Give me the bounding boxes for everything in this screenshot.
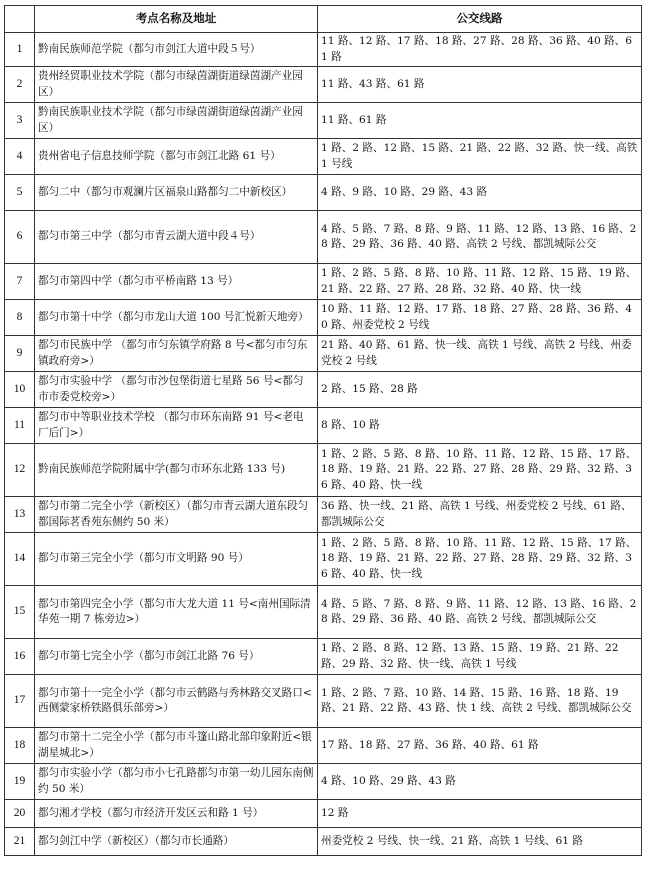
table-row [5, 497, 642, 533]
venue-name-address: 都匀市民族中学 （都匀市匀东镇学府路 8 号<都匀市匀东镇政府旁>） [35, 336, 318, 372]
bus-routes: 11 路、61 路 [318, 103, 642, 139]
table-header-row [5, 6, 642, 33]
bus-routes: 4 路、9 路、10 路、29 路、43 路 [318, 175, 642, 211]
table-row [5, 67, 642, 103]
row-number: 14 [5, 533, 35, 586]
table-row [5, 408, 642, 444]
venue-name-address: 都匀市第十二完全小学（都匀市斗篷山路北部印象附近<银湖星城北>） [35, 728, 318, 764]
table-row [5, 336, 642, 372]
venue-name-address: 黔南民族职业技术学院（都匀市绿茵湖街道绿茵湖产业园区） [35, 103, 318, 139]
row-number: 18 [5, 728, 35, 764]
row-number: 7 [5, 264, 35, 300]
row-number: 13 [5, 497, 35, 533]
bus-routes: 21 路、40 路、61 路、快一线、高铁 1 号线、高铁 2 号线、州委党校 2 号线 [318, 336, 642, 372]
table-row [5, 372, 642, 408]
bus-routes: 8 路、10 路 [318, 408, 642, 444]
bus-routes: 12 路 [318, 800, 642, 828]
column-header-index [5, 6, 35, 33]
bus-routes: 1 路、2 路、5 路、8 路、10 路、11 路、12 路、15 路、19 路、21 路、22 路、27 路、28 路、32 路、40 路、快一线 [318, 264, 642, 300]
bus-routes: 4 路、5 路、7 路、8 路、9 路、11 路、12 路、13 路、16 路、28 路、29 路、36 路、40 路、高铁 2 号线、都凯城际公交 [318, 586, 642, 639]
venue-name-address: 都匀市实验中学 （都匀市沙包堡街道七星路 56 号<都匀市市委党校旁>） [35, 372, 318, 408]
row-number: 21 [5, 828, 35, 856]
table-row [5, 139, 642, 175]
row-number: 10 [5, 372, 35, 408]
venue-name-address: 黔南民族师范学院附属中学(都匀市环东北路 133 号) [35, 444, 318, 497]
row-number: 17 [5, 675, 35, 728]
venue-name-address: 贵州省电子信息技师学院（都匀市剑江北路 61 号） [35, 139, 318, 175]
document-page [4, 5, 642, 856]
venue-name-address: 都匀湘才学校（都匀市经济开发区云和路 1 号） [35, 800, 318, 828]
table-row [5, 728, 642, 764]
row-number: 20 [5, 800, 35, 828]
bus-routes: 4 路、5 路、7 路、8 路、9 路、11 路、12 路、13 路、16 路、28 路、29 路、36 路、40 路、高铁 2 号线、都凯城际公交 [318, 211, 642, 264]
table-row [5, 800, 642, 828]
row-number: 8 [5, 300, 35, 336]
row-number: 4 [5, 139, 35, 175]
bus-routes: 11 路、12 路、17 路、18 路、27 路、28 路、36 路、40 路、61 路 [318, 33, 642, 67]
table-row [5, 211, 642, 264]
row-number: 1 [5, 33, 35, 67]
bus-routes: 1 路、2 路、12 路、15 路、21 路、22 路、32 路、快一线、高铁 1 号线 [318, 139, 642, 175]
venue-name-address: 都匀市第十中学（都匀市龙山大道 100 号汇悦新天地旁） [35, 300, 318, 336]
exam-venue-bus-table [4, 5, 642, 856]
table-row [5, 300, 642, 336]
bus-routes: 36 路、快一线、21 路、高铁 1 号线、州委党校 2 号线、61 路、都凯城际公交 [318, 497, 642, 533]
venue-name-address: 贵州经贸职业技术学院（都匀市绿茵湖街道绿茵湖产业园区） [35, 67, 318, 103]
bus-routes: 4 路、10 路、29 路、43 路 [318, 764, 642, 800]
table-row [5, 103, 642, 139]
venue-name-address: 黔南民族师范学院（都匀市剑江大道中段５号） [35, 33, 318, 67]
table-row [5, 586, 642, 639]
bus-routes: 10 路、11 路、12 路、17 路、18 路、27 路、28 路、36 路、40 路、州委党校 2 号线 [318, 300, 642, 336]
bus-routes: 11 路、43 路、61 路 [318, 67, 642, 103]
row-number: 2 [5, 67, 35, 103]
table-row [5, 444, 642, 497]
venue-name-address: 都匀市第四完全小学（都匀市大龙大道 11 号<南州国际清华苑一期 7 栋旁边>） [35, 586, 318, 639]
bus-routes: 1 路、2 路、5 路、8 路、10 路、11 路、12 路、15 路、17 路、18 路、19 路、21 路、22 路、27 路、28 路、29 路、32 路、36 路、40 路、快一线 [318, 444, 642, 497]
venue-name-address: 都匀剑江中学（新校区）（都匀市长通路） [35, 828, 318, 856]
table-row [5, 764, 642, 800]
row-number: 15 [5, 586, 35, 639]
row-number: 6 [5, 211, 35, 264]
bus-routes: 1 路、2 路、5 路、8 路、10 路、11 路、12 路、15 路、17 路、18 路、19 路、21 路、22 路、27 路、28 路、29 路、32 路、36 路、40 路、快一线 [318, 533, 642, 586]
row-number: 9 [5, 336, 35, 372]
venue-name-address: 都匀二中（都匀市观澜片区福泉山路都匀二中新校区） [35, 175, 318, 211]
bus-routes: 17 路、18 路、27 路、36 路、40 路、61 路 [318, 728, 642, 764]
venue-name-address: 都匀市第三中学（都匀市青云湖大道中段４号） [35, 211, 318, 264]
venue-name-address: 都匀市实验小学（都匀市小七孔路都匀市第一幼儿园东南侧约 50 米） [35, 764, 318, 800]
column-header-bus-routes: 公交线路 [318, 6, 642, 33]
row-number: 11 [5, 408, 35, 444]
table-row [5, 533, 642, 586]
row-number: 5 [5, 175, 35, 211]
venue-name-address: 都匀市第四中学（都匀市平桥南路 13 号） [35, 264, 318, 300]
bus-routes: 1 路、2 路、7 路、10 路、14 路、15 路、16 路、18 路、19 路、21 路、22 路、43 路、快 1 线、高铁 2 号线、都凯城际公交 [318, 675, 642, 728]
table-row [5, 675, 642, 728]
venue-name-address: 都匀市中等职业技术学校 （都匀市环东南路 91 号<老电厂后门>） [35, 408, 318, 444]
table-body [5, 33, 642, 856]
bus-routes: 1 路、2 路、8 路、12 路、13 路、15 路、19 路、21 路、22 路、29 路、32 路、快一线、高铁 1 号线 [318, 639, 642, 675]
column-header-venue: 考点名称及地址 [35, 6, 318, 33]
venue-name-address: 都匀市第十一完全小学（都匀市云鹤路与秀林路交叉路口<西侧蒙家桥铁路俱乐部旁>） [35, 675, 318, 728]
table-row [5, 175, 642, 211]
venue-name-address: 都匀市第七完全小学（都匀市剑江北路 76 号） [35, 639, 318, 675]
row-number: 12 [5, 444, 35, 497]
bus-routes: 2 路、15 路、28 路 [318, 372, 642, 408]
table-row [5, 264, 642, 300]
row-number: 19 [5, 764, 35, 800]
row-number: 3 [5, 103, 35, 139]
bus-routes: 州委党校 2 号线、快一线、21 路、高铁 1 号线、61 路 [318, 828, 642, 856]
venue-name-address: 都匀市第三完全小学（都匀市文明路 90 号） [35, 533, 318, 586]
venue-name-address: 都匀市第二完全小学（新校区）（都匀市青云湖大道东段匀都国际茗香苑东侧约 50 米） [35, 497, 318, 533]
table-row [5, 639, 642, 675]
table-row [5, 33, 642, 67]
table-row [5, 828, 642, 856]
row-number: 16 [5, 639, 35, 675]
